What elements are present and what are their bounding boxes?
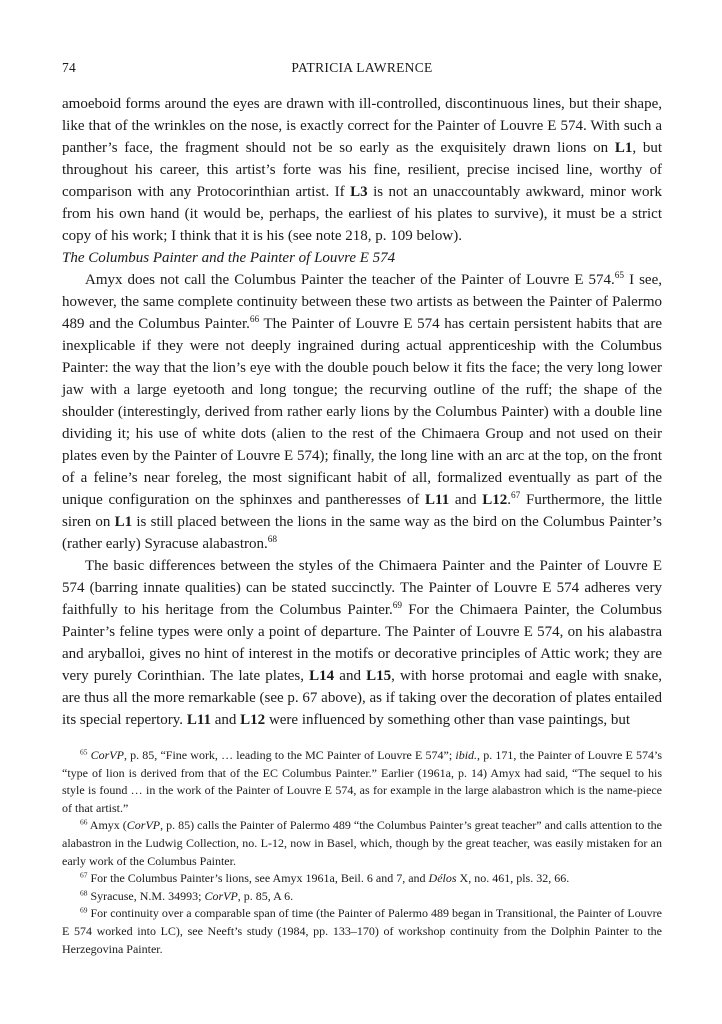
footnote-marker: 66 <box>80 817 88 827</box>
plate-reference: L11 <box>425 492 450 508</box>
footnote-marker: 69 <box>392 601 403 612</box>
page-number: 74 <box>62 60 77 75</box>
body-text <box>62 93 662 731</box>
running-head <box>62 60 662 82</box>
footnote-marker: 67 <box>80 870 88 880</box>
plate-reference: L12 <box>482 492 508 508</box>
footnote-marker: 66 <box>249 315 260 326</box>
footnote: $^{66}$ Amyx (CorVP, p. 85) calls the Painter of Palermo 489 “the Columbus Painter’s great teacher” and calls attention to the alabastron in the Ludwig Collection, no. L-12, now in Basel, which, though by the great teacher, was easily mistaken for an early work of the Columbus Painter. <box>62 817 662 868</box>
footnote: $^{69}$ For continuity over a comparable span of time (the Painter of Palermo 489 began in Transitional, the Painter of Louvre E 574 worked into LC), see Neeft’s study (1984, pp. 133–170) of workshop continuity from the Dolphin Painter to the Herzegovina Painter. <box>62 905 662 956</box>
plate-reference: L14 <box>309 668 335 684</box>
footnote: $^{67}$ For the Columbus Painter’s lions, see Amyx 1961a, Beil. 6 and 7, and Délos X, no. 461, pls. 32, 66. <box>80 870 570 886</box>
page <box>62 60 662 958</box>
footnote: $^{65}$ CorVP, p. 85, “Fine work, … leading to the MC Painter of Louvre E 574”; ibid., p. 171, the Painter of Louvre E 574’s “type of lion is derived from that of the EC Columbus Painter.” Earlier (1961a, p. 14) Amyx had said, “The sequel to his style is found … in the work of the Painter of Louvre E 574, as for example in the large alabastron which is the name-piece of that artist.” <box>62 747 662 815</box>
footnote-marker: 69 <box>80 905 88 915</box>
italic-text: Délos <box>428 871 457 886</box>
footnote-marker: 67 <box>511 491 521 502</box>
footnote-marker: 68 <box>267 535 278 546</box>
plate-reference: L11 <box>186 712 211 728</box>
plate-reference: L1 <box>114 514 133 530</box>
plate-reference: L3 <box>350 184 368 200</box>
italic-text: CorVP <box>204 888 238 903</box>
plate-reference: L1 <box>614 140 633 156</box>
footnote-marker: 68 <box>80 888 88 898</box>
section-heading: The Columbus Painter and the Painter of Louvre E 574 <box>62 250 396 266</box>
footnote-marker: 65 <box>80 747 88 757</box>
running-title: PATRICIA LAWRENCE <box>291 60 433 75</box>
plate-reference: L15 <box>366 668 392 684</box>
paragraph: Amyx does not call the Columbus Painter the teacher of the Painter of Louvre E 574.65 I see, however, the same complete continuity between these two artists as between the Painter of Palermo 489 and the Columbus Painter.$^{66}$ The Painter of Louvre E 574 has certain persistent habits that are inexplicable if they were not deeply ingrained during actual apprenticeship with the Columbus Painter: the way that the lion’s eye with the double pouch below it fits the face; the very long lower jaw with a large eyetooth and long tongue; the recurving outline of the ruff; the shape of the shoulder (interestingly, derived from rather early lions by the Columbus Painter) with a double line dividing it; his use of white dots (alien to the rest of the Chimaera Group and not used on their plates even by the Painter of Louvre E 574); finally, the long line with an arc at the top, on the front of a feline’s near foreleg, the most significant habit of all, formalized eventually as part of the unique configuration on the sphinxes and pantheresses of L11 and L12.67 Furthermore, the little siren on L1 is still placed between the lions in the same way as the bird on the Columbus Painter’s (rather early) Syracuse alabastron.$^{68}$ <box>62 271 663 552</box>
italic-text: ibid. <box>455 748 478 762</box>
footnote: $^{68}$ Syracuse, N.M. 34993; CorVP, p. 85, A 6. <box>80 888 294 903</box>
footnote-marker: 65 <box>614 271 625 282</box>
italic-text: CorVP <box>90 748 124 762</box>
italic-text: CorVP <box>126 818 161 833</box>
paragraph: amoeboid forms around the eyes are drawn with ill-controlled, discontinuous lines, but their shape, like that of the wrinkles on the nose, is exactly correct for the Painter of Louvre E 574. With such a panther’s face, the fragment should not be so early as the exquisitely drawn lions on L1, but throughout his career, this artist’s forte was his fine, resilient, precise incised line, worthy of comparison with any Protocorinthian artist. If L3 is not an unaccountably awkward, minor work from his own hand (it would be, perhaps, the earliest of his plates to survive), it must be a strict copy of his work; I think that it is his (see note 218, p. 109 below). <box>62 96 663 244</box>
paragraph: The basic differences between the styles of the Chimaera Painter and the Painter of Louvre E 574 (barring innate qualities) can be stated succinctly. The Painter of Louvre E 574 adheres very faithfully to his heritage from the Columbus Painter.$^{69}$ For the Chimaera Painter, the Columbus Painter’s feline types were only a point of departure. The Painter of Louvre E 574, on his alabastra and aryballoi, gives no hint of interest in the motifs or decorative principles of Attic work; they are very purely Corinthian. The late plates, L14 and L15, with horse protomai and eagle with snake, are thus all the more remarkable (see p. 67 above), as if taking over the decoration of plates entailed its special repertory. L11 and L12 were influenced by something other than vase paintings, but <box>62 558 662 728</box>
plate-reference: L12 <box>240 712 266 728</box>
footnotes <box>62 747 662 958</box>
